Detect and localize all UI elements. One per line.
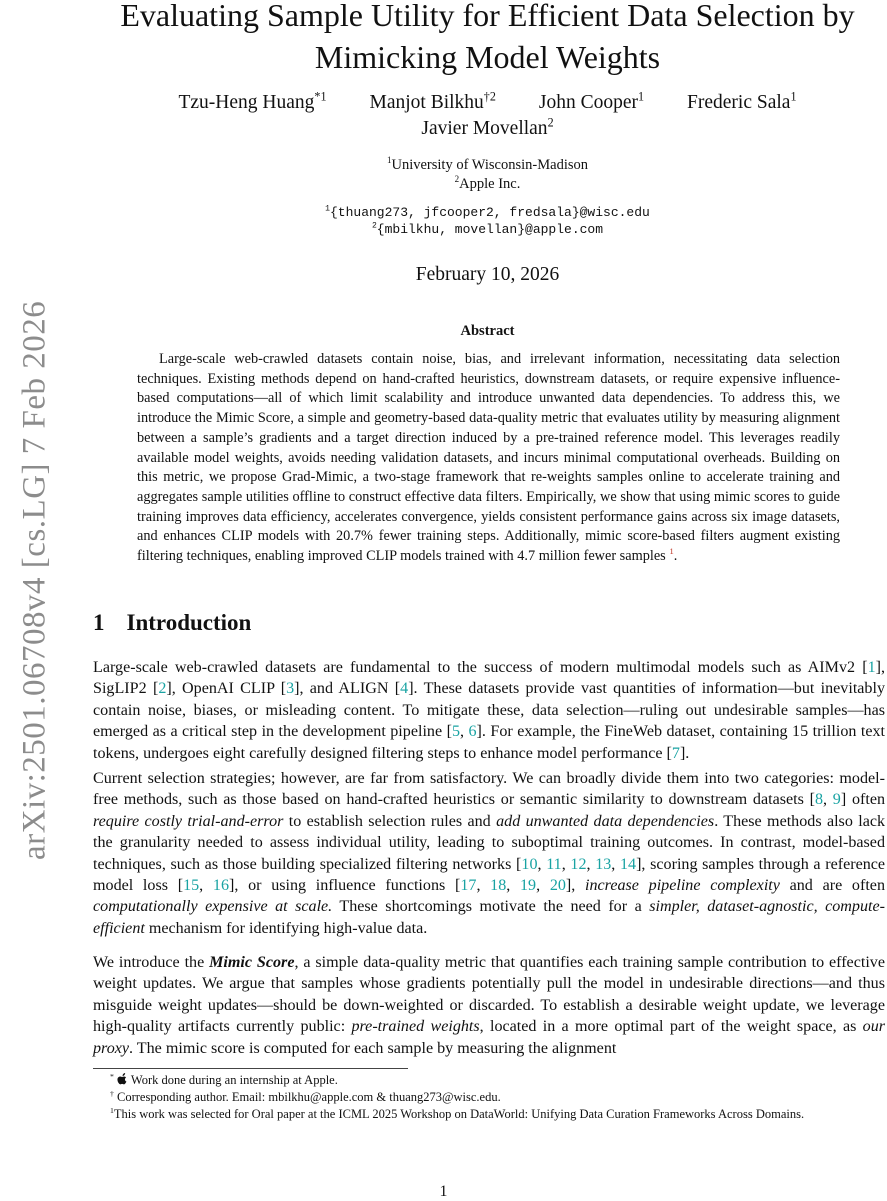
abstract-body: Large-scale web-crawled datasets contain noise, bias, and irrelevant information, necessitating data selection techniques. Existing methods depend on hand-crafted heuristics, downstream datasets, or require expensive influence-based computations—all of which limit scalability and introduce unwanted data dependencies. To address this, we introduce the Mimic Score, a simple and geometry-based data-quality metric that evaluates utility by measuring alignment between a sample’s gradients and a target direction induced by a pre-trained reference model. This leverages readily available model weights, avoids needing validation datasets, and incurs minimal computational overheads. Building on this metric, we propose Grad-Mimic, a two-stage framework that re-weights samples online to accelerate training and aggregates sample utilities offline to construct effective data filters. Empirically, we show that using mimic scores to guide training improves data efficiency, accelerates convergence, yields consistent performance gains across six image datasets, and enhances CLIP models with 20.7% fewer training steps. Additionally, mimic score-based filters augment existing filtering techniques, enabling improved CLIP models trained with 4.7 million fewer samples $^1$. (137, 351, 840, 565)
affiliations (80, 156, 887, 194)
citation-link[interactable]: 11 (546, 855, 562, 873)
citation-link[interactable]: 6 (468, 723, 477, 741)
section-number: 1 (93, 610, 105, 635)
affiliation: $^1$University of Wisconsin-Madison (387, 155, 588, 173)
paper-title (80, 0, 887, 78)
citation-link[interactable]: 1 (867, 659, 876, 676)
apple-logo-icon (117, 1073, 128, 1085)
abstract-heading: Abstract (460, 323, 515, 339)
paragraph: Large-scale web-crawled datasets are fundamental to the success of modern multimodal models such as AIMv2 [1], SigLIP2 [2], OpenAI CLIP [3], and ALIGN [4]. These datasets provide vast quantities of information—but inevitably contain noise, biases, or misleading content. To mitigate these, data selection—ruling out undesirable samples—has emerged as a critical step in the development pipeline [5, 6]. For example, the FineWeb dataset, containing 15 trillion text tokens, undergoes eight carefully designed filtering steps to enhance model performance [7]. (93, 659, 886, 762)
publication-date: February 10, 2026 (415, 264, 560, 285)
footnote: * Work done during an internship at Apple. (110, 1071, 338, 1087)
citation-link[interactable]: 17 (460, 877, 477, 895)
email-list (80, 204, 887, 238)
author: Tzu-Heng Huang$^{*1}$ (178, 89, 327, 113)
author: Manjot Bilkhu$^{\dagger 2}$ (369, 89, 496, 113)
title-line-2: Mimicking Model Weights (314, 39, 661, 75)
paragraph: We introduce the Mimic Score, a simple data-quality metric that quantifies each training sample contribution to effective weight updates. We argue that samples whose gradients potentially pull the model in undesirable directions—and thus misguide weight updates—should be down-weighted or discarded. To establish a desirable weight update, we leverage high-quality artifacts currently public: pre-trained weights, located in a more optimal part of the weight space, as our proxy. The mimic score is computed for each sample by measuring the alignment (93, 954, 886, 1057)
paragraph: Current selection strategies; however, are far from satisfactory. We can broadly divide them into two categories: model-free methods, such as those based on hand-crafted heuristics or semantic similarity to downstream datasets [8, 9] often require costly trial-and-error to establish selection rules and add unwanted data dependencies. These methods also lack the granularity needed to assess individual utility, leading to suboptimal training outcomes. In contrast, model-based techniques, such as those building specialized filtering networks [10, 11, 12, 13, 14], scoring samples through a reference model loss [15, 16], or using influence functions [17, 18, 19, 20], increase pipeline complexity and are often computationally expensive at scale. These shortcomings motivate the need for a simpler, dataset-agnostic, compute-efficient mechanism for identifying high-value data. (93, 770, 886, 937)
citation-link[interactable]: 7 (671, 744, 680, 762)
citation-link[interactable]: 2 (158, 680, 167, 698)
citation-link[interactable]: 10 (521, 855, 538, 873)
section-title: Introduction (126, 610, 252, 635)
citation-link[interactable]: 12 (570, 855, 587, 873)
citation-link[interactable]: 19 (520, 877, 537, 895)
citation-link[interactable]: 8 (814, 791, 824, 809)
arxiv-identifier-stamp: arXiv:2501.06708v4 [cs.LG] 7 Feb 2026 (16, 300, 53, 860)
citation-link[interactable]: 9 (832, 791, 841, 809)
citation-link[interactable]: 13 (595, 855, 612, 873)
footnote: † Corresponding author. Email: mbilkhu@apple.com & thuang273@wisc.edu. (110, 1088, 501, 1104)
title-line-1: Evaluating Sample Utility for Efficient Data Selection by (120, 0, 855, 33)
citation-link[interactable]: 4 (400, 680, 409, 698)
footnote: $^1$This work was selected for Oral paper at the ICML 2025 Workshop on DataWorld: Unifying Data Curation Frameworks Across Domains. (110, 1105, 805, 1121)
email-line: $^2${mbilkhu, movellan}@apple.com (371, 221, 604, 237)
citation-link[interactable]: 16 (212, 877, 229, 895)
section-heading (93, 610, 251, 636)
page-number: 1 (439, 1183, 448, 1200)
citation-link[interactable]: 5 (451, 723, 460, 741)
author: John Cooper$^1$ (538, 89, 645, 113)
author: Frederic Sala$^1$ (687, 89, 797, 113)
mimic-score-term: Mimic Score (209, 954, 295, 971)
citation-link[interactable]: 14 (619, 855, 637, 873)
author: Javier Movellan$^2$ (421, 115, 554, 139)
footnotes (110, 1072, 885, 1122)
footnote-divider (93, 1068, 408, 1069)
email-line: $^1${thuang273, jfcooper2, fredsala}@wisc.edu (325, 204, 650, 220)
author-list (80, 90, 887, 142)
citation-link[interactable]: 15 (183, 877, 200, 895)
citation-link[interactable]: 18 (490, 877, 507, 895)
citation-link[interactable]: 20 (549, 877, 566, 895)
affiliation: $^2$Apple Inc. (454, 174, 521, 192)
citation-link[interactable]: 3 (286, 680, 295, 698)
footnote-link[interactable]: 1 (669, 546, 674, 557)
